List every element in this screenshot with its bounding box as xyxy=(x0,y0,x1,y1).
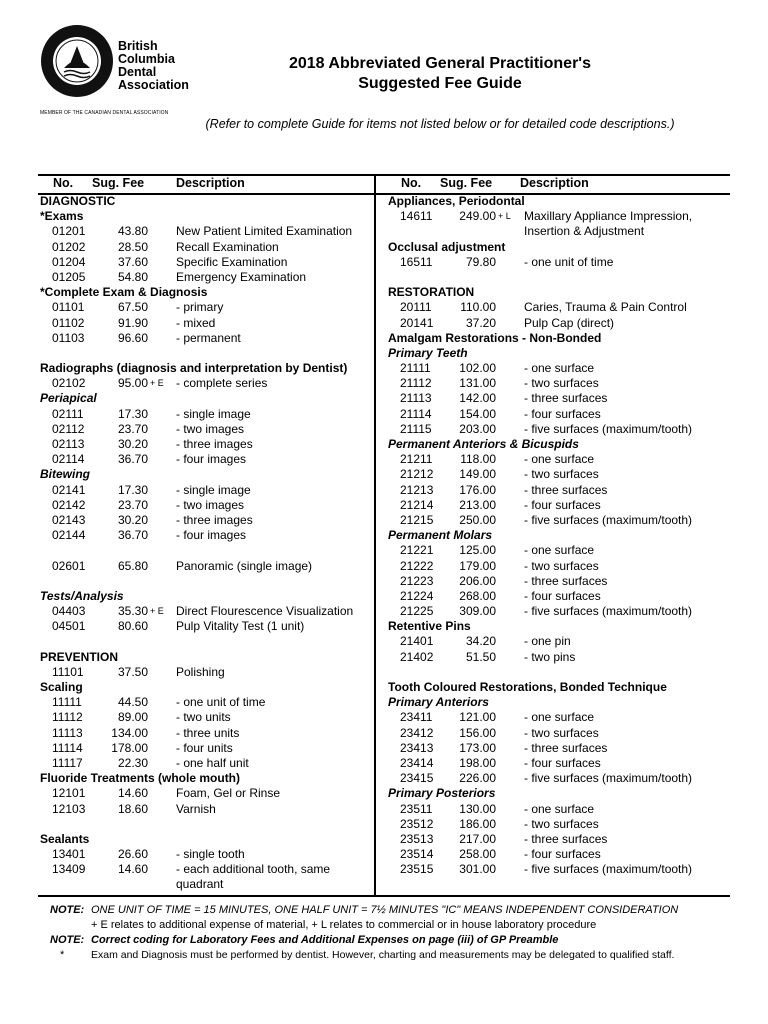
subsection-heading: Primary Posteriors xyxy=(388,786,496,801)
table-rule-bottom xyxy=(38,895,730,897)
procedure-code: 21211 xyxy=(400,452,433,467)
procedure-description: - one pin xyxy=(524,634,571,649)
suggested-fee: 89.00 xyxy=(117,710,148,725)
left-header-no: No. xyxy=(53,176,74,190)
procedure-description: - five surfaces (maximum/tooth) xyxy=(524,862,693,877)
procedure-code: 23514 xyxy=(400,847,434,862)
fee-modifier: + E xyxy=(150,378,164,389)
procedure-description: - two surfaces xyxy=(524,725,599,740)
procedure-code: 01205 xyxy=(52,269,86,284)
suggested-fee: 121.00 xyxy=(459,710,496,725)
fee-row xyxy=(40,316,370,331)
fee-modifier: + L xyxy=(498,211,511,222)
right-header-no: No. xyxy=(401,176,422,190)
logo-name: British Columbia Dental Association xyxy=(118,39,189,92)
suggested-fee: 186.00 xyxy=(459,816,496,831)
suggested-fee: 34.20 xyxy=(465,634,496,649)
procedure-code: 01101 xyxy=(52,300,85,315)
procedure-code: 02102 xyxy=(52,376,86,391)
fee-row xyxy=(388,604,728,619)
procedure-code: 01202 xyxy=(52,239,86,254)
spacer xyxy=(40,543,370,558)
suggested-fee: 43.80 xyxy=(117,224,148,239)
page-subtitle: (Refer to complete Guide for items not listed below or for detailed code descriptions.) xyxy=(205,117,675,131)
procedure-description: - single tooth xyxy=(176,847,245,862)
procedure-code: 16511 xyxy=(400,254,433,269)
procedure-code: 21222 xyxy=(400,558,434,573)
procedure-code: 21213 xyxy=(400,482,434,497)
suggested-fee: 17.30 xyxy=(117,406,148,421)
section-heading: Scaling xyxy=(40,680,83,694)
fee-row xyxy=(40,224,370,239)
left-fee-column xyxy=(40,194,370,893)
note-coding: NOTE: Correct coding for Laboratory Fees and Additional Expenses on page (iii) of GP Preamble xyxy=(50,934,559,946)
fee-row xyxy=(40,483,370,498)
suggested-fee: 102.00 xyxy=(459,361,496,376)
procedure-description: Pulp Vitality Test (1 unit) xyxy=(176,619,305,634)
procedure-code: 21223 xyxy=(400,573,434,588)
procedure-code: 02143 xyxy=(52,512,86,527)
procedure-code: 23414 xyxy=(400,755,434,770)
section-heading: Fluoride Treatments (whole mouth) xyxy=(40,771,241,786)
procedure-code: 20141 xyxy=(400,315,434,330)
fee-row xyxy=(40,756,370,771)
procedure-description: - three surfaces xyxy=(524,573,608,588)
suggested-fee: 17.30 xyxy=(117,482,148,497)
procedure-description: - four surfaces xyxy=(524,588,601,603)
section-heading: Appliances, Periodontal xyxy=(388,194,525,208)
procedure-code: 02141 xyxy=(52,482,86,497)
suggested-fee: 142.00 xyxy=(459,391,496,406)
column-divider xyxy=(374,175,376,895)
bcda-logo xyxy=(36,22,189,122)
fee-row xyxy=(40,240,370,255)
fee-row xyxy=(40,559,370,574)
fee-row xyxy=(388,650,728,665)
suggested-fee: 268.00 xyxy=(459,588,496,603)
suggested-fee: 131.00 xyxy=(459,376,496,391)
right-header-desc: Description xyxy=(520,176,589,190)
fee-row xyxy=(40,847,370,862)
procedure-code: 02112 xyxy=(52,421,85,436)
suggested-fee: 198.00 xyxy=(459,755,496,770)
fee-row xyxy=(388,802,728,817)
fee-row xyxy=(388,589,728,604)
procedure-description: - four surfaces xyxy=(524,406,601,421)
procedure-description: - five surfaces (maximum/tooth) xyxy=(524,512,693,527)
procedure-description: Direct Flourescence Visualization xyxy=(176,604,354,619)
suggested-fee: 44.50 xyxy=(117,695,148,710)
procedure-code: 23413 xyxy=(400,740,434,755)
procedure-description: - mixed xyxy=(176,315,216,330)
procedure-code: 02113 xyxy=(52,437,85,451)
procedure-description: - each additional tooth, same quadrant xyxy=(176,862,331,892)
suggested-fee: 22.30 xyxy=(117,755,148,770)
procedure-description: - four images xyxy=(176,528,247,543)
procedure-code: 11113 xyxy=(52,725,83,740)
fee-row xyxy=(40,726,370,741)
suggested-fee: 35.30 xyxy=(117,604,148,619)
procedure-code: 11101 xyxy=(52,664,84,679)
fee-row xyxy=(388,756,728,771)
fee-row xyxy=(40,786,370,801)
procedure-code: 21225 xyxy=(400,604,434,619)
procedure-description: - three units xyxy=(176,725,240,740)
section-heading: Occlusal adjustment xyxy=(388,239,506,254)
procedure-description: - two surfaces xyxy=(524,467,599,482)
procedure-code: 23513 xyxy=(400,831,434,846)
procedure-code: 21212 xyxy=(400,467,434,482)
page-title xyxy=(200,54,680,94)
suggested-fee: 18.60 xyxy=(117,801,148,816)
fee-row xyxy=(40,300,370,315)
procedure-description: - three surfaces xyxy=(524,831,608,846)
procedure-description: - five surfaces (maximum/tooth) xyxy=(524,604,693,619)
left-header-desc: Description xyxy=(176,176,245,190)
suggested-fee: 206.00 xyxy=(459,573,496,588)
fee-row xyxy=(40,331,370,346)
procedure-description: Caries, Trauma & Pain Control xyxy=(524,300,687,315)
procedure-code: 12101 xyxy=(52,786,86,801)
suggested-fee: 37.60 xyxy=(117,254,148,269)
procedure-code: 11117 xyxy=(52,755,83,770)
procedure-code: 23412 xyxy=(400,725,434,740)
procedure-description: - four images xyxy=(176,452,247,467)
suggested-fee: 249.00 xyxy=(459,209,496,224)
suggested-fee: 179.00 xyxy=(459,558,496,573)
fee-row xyxy=(388,407,728,422)
procedure-code: 04403 xyxy=(52,604,86,619)
spacer xyxy=(388,270,728,285)
fee-row xyxy=(40,270,370,285)
suggested-fee: 96.60 xyxy=(117,330,148,345)
fee-row xyxy=(388,361,728,376)
fee-row xyxy=(40,710,370,725)
suggested-fee: 134.00 xyxy=(111,725,148,740)
subsection-heading: Tests/Analysis xyxy=(40,588,124,603)
procedure-code: 21114 xyxy=(400,406,432,421)
suggested-fee: 30.20 xyxy=(117,512,148,527)
suggested-fee: 54.80 xyxy=(117,269,148,284)
suggested-fee: 36.70 xyxy=(117,452,148,467)
fee-row xyxy=(388,559,728,574)
procedure-code: 01102 xyxy=(52,315,85,330)
procedure-code: 21115 xyxy=(400,421,432,436)
fee-row xyxy=(388,316,728,331)
procedure-code: 01201 xyxy=(52,224,86,239)
suggested-fee: 203.00 xyxy=(459,421,496,436)
suggested-fee: 176.00 xyxy=(459,482,496,497)
suggested-fee: 250.00 xyxy=(459,512,496,527)
procedure-code: 11114 xyxy=(52,740,83,755)
procedure-description: - four units xyxy=(176,740,233,755)
subsection-heading: Periapical xyxy=(40,391,97,406)
bcda-seal-icon xyxy=(40,24,114,98)
procedure-code: 01103 xyxy=(52,330,85,345)
spacer xyxy=(388,665,728,680)
fee-row xyxy=(388,209,728,239)
suggested-fee: 80.60 xyxy=(117,619,148,634)
procedure-code: 02601 xyxy=(52,558,86,573)
section-heading: Amalgam Restorations - Non-Bonded xyxy=(388,330,602,345)
fee-row xyxy=(40,376,370,391)
fee-row xyxy=(40,422,370,437)
procedure-description: - one surface xyxy=(524,801,595,816)
fee-row xyxy=(40,802,370,817)
subsection-heading: Primary Anteriors xyxy=(388,695,489,710)
spacer xyxy=(40,346,370,361)
procedure-description: - one half unit xyxy=(176,755,249,770)
fee-row xyxy=(40,695,370,710)
fee-row xyxy=(388,483,728,498)
procedure-code: 21224 xyxy=(400,588,434,603)
procedure-code: 12103 xyxy=(52,801,86,816)
fee-row xyxy=(388,452,728,467)
procedure-code: 02144 xyxy=(52,528,86,543)
suggested-fee: 118.00 xyxy=(460,452,496,467)
procedure-code: 21214 xyxy=(400,497,434,512)
suggested-fee: 30.20 xyxy=(117,437,148,451)
procedure-description: - one unit of time xyxy=(176,695,266,710)
procedure-description: - five surfaces (maximum/tooth) xyxy=(524,771,693,786)
procedure-description: - three images xyxy=(176,512,253,527)
procedure-description: Specific Examination xyxy=(176,254,288,269)
procedure-description: Varnish xyxy=(176,801,216,816)
fee-row xyxy=(388,634,728,649)
procedure-code: 23515 xyxy=(400,862,434,877)
procedure-code: 21215 xyxy=(400,512,434,527)
procedure-code: 13401 xyxy=(52,847,86,862)
suggested-fee: 79.80 xyxy=(465,254,496,269)
notes-section xyxy=(38,903,738,963)
procedure-code: 23411 xyxy=(400,710,433,725)
procedure-description: - two images xyxy=(176,421,245,436)
spacer xyxy=(40,634,370,649)
suggested-fee: 28.50 xyxy=(117,239,148,254)
right-header-fee: Sug. Fee xyxy=(440,176,493,190)
fee-row xyxy=(40,741,370,756)
fee-row xyxy=(388,300,728,315)
fee-row xyxy=(40,528,370,543)
suggested-fee: 14.60 xyxy=(117,862,148,877)
procedure-code: 21111 xyxy=(400,361,431,376)
procedure-description: - four surfaces xyxy=(524,497,601,512)
suggested-fee: 258.00 xyxy=(459,847,496,862)
procedure-description: - two pins xyxy=(524,649,576,664)
procedure-description: Recall Examination xyxy=(176,239,279,254)
suggested-fee: 149.00 xyxy=(459,467,496,482)
fee-row xyxy=(388,255,728,270)
section-heading: Retentive Pins xyxy=(388,619,471,634)
procedure-description: Foam, Gel or Rinse xyxy=(176,786,281,801)
procedure-description: - primary xyxy=(176,300,224,315)
section-heading: DIAGNOSTIC xyxy=(40,194,116,208)
procedure-code: 02111 xyxy=(52,406,84,421)
procedure-description: - two surfaces xyxy=(524,376,599,391)
suggested-fee: 217.00 xyxy=(459,831,496,846)
suggested-fee: 226.00 xyxy=(459,771,496,786)
procedure-description: - two surfaces xyxy=(524,558,599,573)
procedure-description: - one surface xyxy=(524,361,595,376)
fee-row xyxy=(40,407,370,422)
section-heading: RESTORATION xyxy=(388,285,475,300)
suggested-fee: 154.00 xyxy=(459,406,496,421)
fee-row xyxy=(40,862,370,892)
note-expense-codes: + E relates to additional expense of material, + L relates to commercial or in house laboratory procedure xyxy=(91,919,597,931)
suggested-fee: 36.70 xyxy=(117,528,148,543)
fee-row xyxy=(40,255,370,270)
procedure-description: - three surfaces xyxy=(524,740,608,755)
procedure-description: - single image xyxy=(176,482,251,497)
fee-modifier: + E xyxy=(150,606,164,617)
procedure-code: 21402 xyxy=(400,649,434,664)
fee-row xyxy=(40,513,370,528)
suggested-fee: 173.00 xyxy=(459,740,496,755)
procedure-description: Emergency Examination xyxy=(176,269,307,284)
procedure-code: 02114 xyxy=(52,452,85,467)
procedure-description: Panoramic (single image) xyxy=(176,558,313,573)
procedure-code: 11112 xyxy=(52,710,83,725)
suggested-fee: 37.20 xyxy=(465,315,496,330)
suggested-fee: 95.00 xyxy=(117,376,148,391)
suggested-fee: 125.00 xyxy=(459,543,496,558)
procedure-code: 13409 xyxy=(52,862,86,877)
section-heading: *Exams xyxy=(40,209,84,224)
fee-row xyxy=(388,574,728,589)
procedure-code: 04501 xyxy=(52,619,86,634)
fee-row xyxy=(40,604,370,619)
suggested-fee: 23.70 xyxy=(117,497,148,512)
suggested-fee: 51.50 xyxy=(465,649,496,664)
procedure-description: Polishing xyxy=(176,664,225,679)
fee-row xyxy=(40,452,370,467)
procedure-code: 14611 xyxy=(400,209,433,224)
procedure-description: - five surfaces (maximum/tooth) xyxy=(524,421,693,436)
suggested-fee: 67.50 xyxy=(117,300,148,315)
fee-row xyxy=(40,498,370,513)
fee-row xyxy=(388,391,728,406)
procedure-description: - four surfaces xyxy=(524,755,601,770)
subsection-heading: Permanent Molars xyxy=(388,528,493,543)
procedure-description: - one surface xyxy=(524,452,595,467)
suggested-fee: 37.50 xyxy=(117,664,148,679)
procedure-description: - three surfaces xyxy=(524,391,608,406)
procedure-code: 23512 xyxy=(400,816,434,831)
suggested-fee: 91.90 xyxy=(117,315,148,330)
fee-row xyxy=(388,543,728,558)
fee-row xyxy=(388,832,728,847)
fee-row xyxy=(388,498,728,513)
procedure-code: 01204 xyxy=(52,254,86,269)
logo-member-text: MEMBER OF THE CANADIAN DENTAL ASSOCIATION xyxy=(40,110,169,116)
procedure-code: 02142 xyxy=(52,497,86,512)
procedure-code: 23511 xyxy=(400,801,433,816)
fee-row xyxy=(388,513,728,528)
fee-row xyxy=(388,817,728,832)
left-header-fee: Sug. Fee xyxy=(92,176,145,190)
fee-row xyxy=(40,619,370,634)
note-time-units: NOTE: ONE UNIT OF TIME = 15 MINUTES, ONE HALF UNIT = 7½ MINUTES "IC" MEANS INDEPENDENT CONSIDERATION xyxy=(50,904,679,916)
fee-row xyxy=(388,862,728,877)
suggested-fee: 26.60 xyxy=(117,847,148,862)
suggested-fee: 14.60 xyxy=(117,786,148,801)
fee-row xyxy=(388,710,728,725)
fee-row xyxy=(388,771,728,786)
suggested-fee: 309.00 xyxy=(459,604,496,619)
procedure-description: - one unit of time xyxy=(524,254,614,269)
procedure-description: New Patient Limited Examination xyxy=(176,224,353,239)
subsection-heading: Primary Teeth xyxy=(388,345,468,360)
procedure-code: 11111 xyxy=(52,695,82,710)
suggested-fee: 110.00 xyxy=(460,300,496,315)
section-heading: Tooth Coloured Restorations, Bonded Technique xyxy=(388,680,667,695)
procedure-description: - permanent xyxy=(176,330,241,345)
fee-row xyxy=(388,847,728,862)
fee-row xyxy=(40,437,370,452)
section-heading: PREVENTION xyxy=(40,649,119,664)
right-fee-column xyxy=(388,194,728,877)
suggested-fee: 65.80 xyxy=(117,558,148,573)
procedure-description: - three surfaces xyxy=(524,482,608,497)
suggested-fee: 301.00 xyxy=(459,862,496,877)
note-exam-asterisk: * Exam and Diagnosis must be performed by dentist. However, charting and measurements may be delegated to qualified staff. xyxy=(60,949,675,961)
section-heading: *Complete Exam & Diagnosis xyxy=(40,285,208,300)
procedure-description: - two surfaces xyxy=(524,816,599,831)
spacer xyxy=(40,574,370,589)
procedure-description: Maxillary Appliance Impression, Insertion & Adjustment xyxy=(524,209,693,239)
procedure-code: 21113 xyxy=(400,391,432,406)
procedure-description: - three images xyxy=(176,437,253,451)
procedure-code: 21401 xyxy=(400,634,434,649)
procedure-description: - complete series xyxy=(176,376,268,391)
procedure-description: - one surface xyxy=(524,710,595,725)
procedure-description: - two images xyxy=(176,497,245,512)
spacer xyxy=(40,817,370,832)
suggested-fee: 23.70 xyxy=(117,421,148,436)
title-text: 2018 Abbreviated General Practitioner's Suggested Fee Guide xyxy=(288,55,591,92)
subsection-heading: Permanent Anteriors & Bicuspids xyxy=(388,437,579,452)
procedure-code: 20111 xyxy=(400,300,432,315)
procedure-description: - two units xyxy=(176,710,231,725)
fee-row xyxy=(388,376,728,391)
suggested-fee: 156.00 xyxy=(459,725,496,740)
procedure-description: - single image xyxy=(176,406,251,421)
fee-row xyxy=(388,726,728,741)
subsection-heading: Bitewing xyxy=(40,467,90,482)
procedure-code: 21112 xyxy=(400,376,432,391)
procedure-code: 23415 xyxy=(400,771,434,786)
fee-row xyxy=(388,741,728,756)
procedure-code: 21221 xyxy=(400,543,434,558)
suggested-fee: 130.00 xyxy=(459,801,496,816)
section-heading: Radiographs (diagnosis and interpretation by Dentist) xyxy=(40,361,348,376)
section-heading: Sealants xyxy=(40,831,90,846)
suggested-fee: 213.00 xyxy=(459,497,496,512)
procedure-description: - one surface xyxy=(524,543,595,558)
suggested-fee: 178.00 xyxy=(111,740,148,755)
procedure-description: - four surfaces xyxy=(524,847,601,862)
fee-row xyxy=(40,665,370,680)
fee-row xyxy=(388,422,728,437)
fee-row xyxy=(388,467,728,482)
procedure-description: Pulp Cap (direct) xyxy=(524,315,615,330)
